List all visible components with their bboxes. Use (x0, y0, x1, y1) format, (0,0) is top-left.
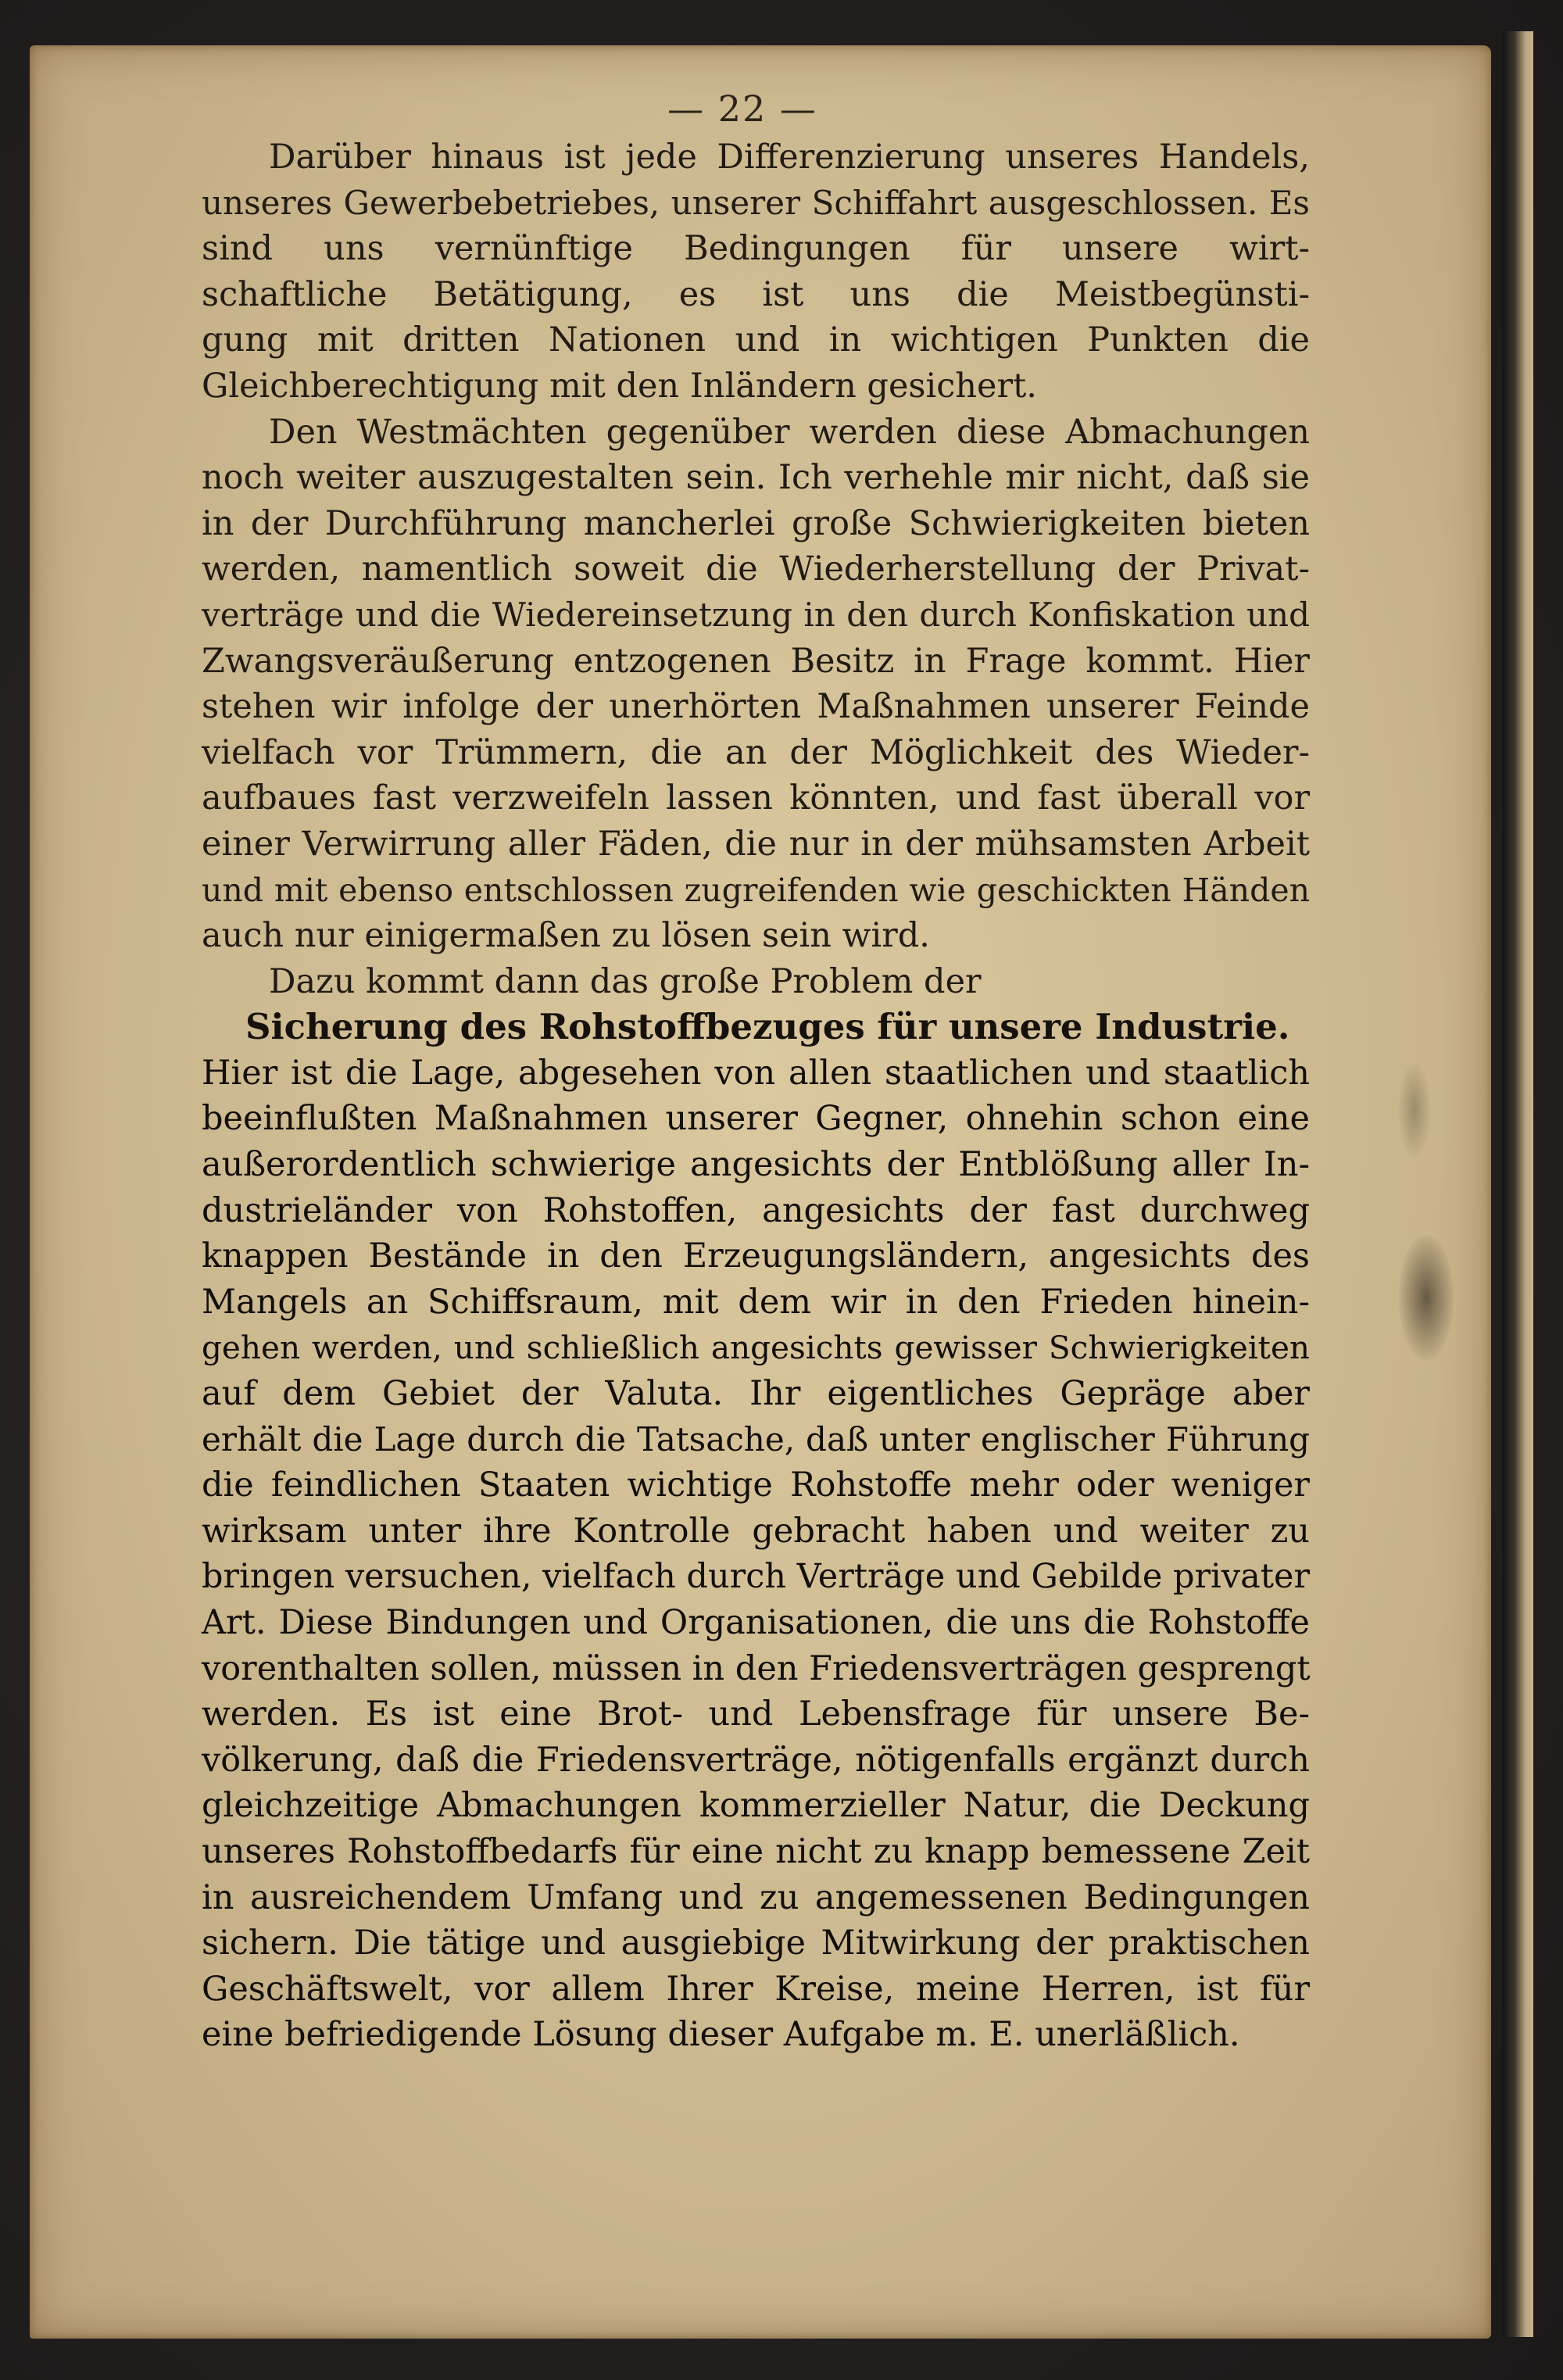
text-line: Mangels an Schiffsraum, mit dem wir in den Frieden hinein- (202, 1282, 1310, 1322)
text-line: werden. Es ist eine Brot- und Lebensfrage für unsere Be- (202, 1695, 1310, 1734)
text-line: noch weiter auszugestalten sein. Ich verhehle mir nicht, daß sie (202, 458, 1310, 498)
text-line: in der Durchführung mancherlei große Schwierigkeiten bieten (202, 503, 1310, 543)
next-page-edge (1502, 31, 1533, 2337)
text-line: Hier ist die Lage, abgesehen von allen staatlichen und staatlich (202, 1053, 1310, 1093)
text-line: erhält die Lage durch die Tatsache, daß unter englischer Führung (202, 1419, 1310, 1458)
text-line: vielfach vor Trümmern, die an der Möglichkeit des Wieder- (202, 732, 1310, 772)
text-line: schaftliche Betätigung, es ist uns die Meistbegünsti- (202, 274, 1310, 314)
text-line: die feindlichen Staaten wichtige Rohstoffe mehr oder weniger (202, 1466, 1310, 1505)
text-line: bringen versuchen, vielfach durch Verträge und Gebilde privater (202, 1557, 1310, 1597)
text-line: sind uns vernünftige Bedingungen für unsere wirt- (202, 229, 1310, 269)
text-line: Gleichberechtigung mit den Inländern gesichert. (202, 366, 1037, 406)
text-line: in ausreichendem Umfang und zu angemessenen Bedingungen (202, 1877, 1310, 1917)
text-line: gleichzeitige Abmachungen kommerzieller Natur, die Deckung (202, 1786, 1310, 1826)
text-line: einer Verwirrung aller Fäden, die nur in der mühsamsten Arbeit (202, 824, 1310, 864)
text-line: dustrieländer von Rohstoffen, angesichts der fast durchweg (202, 1190, 1310, 1230)
text-line: verträge und die Wiedereinsetzung in den durch Konfiskation und (202, 595, 1310, 634)
text-line: gehen werden, und schließlich angesichts gewisser Schwierigkeiten (202, 1329, 1310, 1367)
text-line: knappen Bestände in den Erzeugungsländern, angesichts des (202, 1237, 1310, 1276)
page-stain (1399, 1063, 1430, 1157)
text-line: Geschäftswelt, vor allem Ihrer Kreise, meine Herren, ist für (202, 1969, 1310, 2009)
text-line: Darüber hinaus ist jede Differenzierung unseres Handels, (269, 138, 1310, 177)
text-line: sichern. Die tätige und ausgiebige Mitwirkung der praktischen (202, 1924, 1310, 1963)
text-line: völkerung, daß die Friedensverträge, nötigenfalls ergänzt durch (202, 1740, 1310, 1780)
text-line: aufbaues fast verzweifeln lassen könnten, und fast überall vor (202, 778, 1310, 818)
text-line: beeinflußten Maßnahmen unserer Gegner, ohnehin schon eine (202, 1099, 1310, 1139)
page-stain (1399, 1235, 1454, 1360)
text-line: Art. Diese Bindungen und Organisationen, die uns die Rohstoffe (202, 1603, 1310, 1642)
text-line: werden, namentlich soweit die Wiederherstellung der Privat- (202, 549, 1310, 589)
section-heading: Sicherung des Rohstoffbezuges für unsere Industrie. (245, 1006, 1290, 1048)
text-line: stehen wir infolge der unerhörten Maßnahmen unserer Feinde (202, 687, 1310, 727)
text-line: Zwangsveräußerung entzogenen Besitz in Frage kommt. Hier (202, 641, 1310, 681)
text-line: auch nur einigermaßen zu lösen sein wird. (202, 916, 930, 956)
text-line: und mit ebenso entschlossen zugreifenden wie geschickten Händen (202, 871, 1310, 909)
text-line: wirksam unter ihre Kontrolle gebracht haben und weiter zu (202, 1511, 1310, 1551)
text-line: eine befriedigende Lösung dieser Aufgabe m. E. unerläßlich. (202, 2015, 1240, 2055)
body-text (202, 134, 1310, 2058)
text-line: außerordentlich schwierige angesichts der Entblößung aller In- (202, 1145, 1310, 1185)
text-line: gung mit dritten Nationen und in wichtigen Punkten die (202, 320, 1310, 360)
text-line: unseres Gewerbebetriebes, unserer Schiffahrt ausgeschlossen. Es (202, 183, 1310, 222)
page-number: — 22 — (667, 88, 817, 130)
text-line: unseres Rohstoffbedarfs für eine nicht zu knapp bemessene Zeit (202, 1831, 1310, 1871)
text-line: Dazu kommt dann das große Problem der (269, 961, 982, 1001)
text-line: vorenthalten sollen, müssen in den Friedensverträgen gesprengt (202, 1648, 1311, 1688)
text-line: Den Westmächten gegenüber werden diese Abmachungen (269, 412, 1310, 452)
text-line: auf dem Gebiet der Valuta. Ihr eigentliches Gepräge aber (202, 1374, 1310, 1414)
